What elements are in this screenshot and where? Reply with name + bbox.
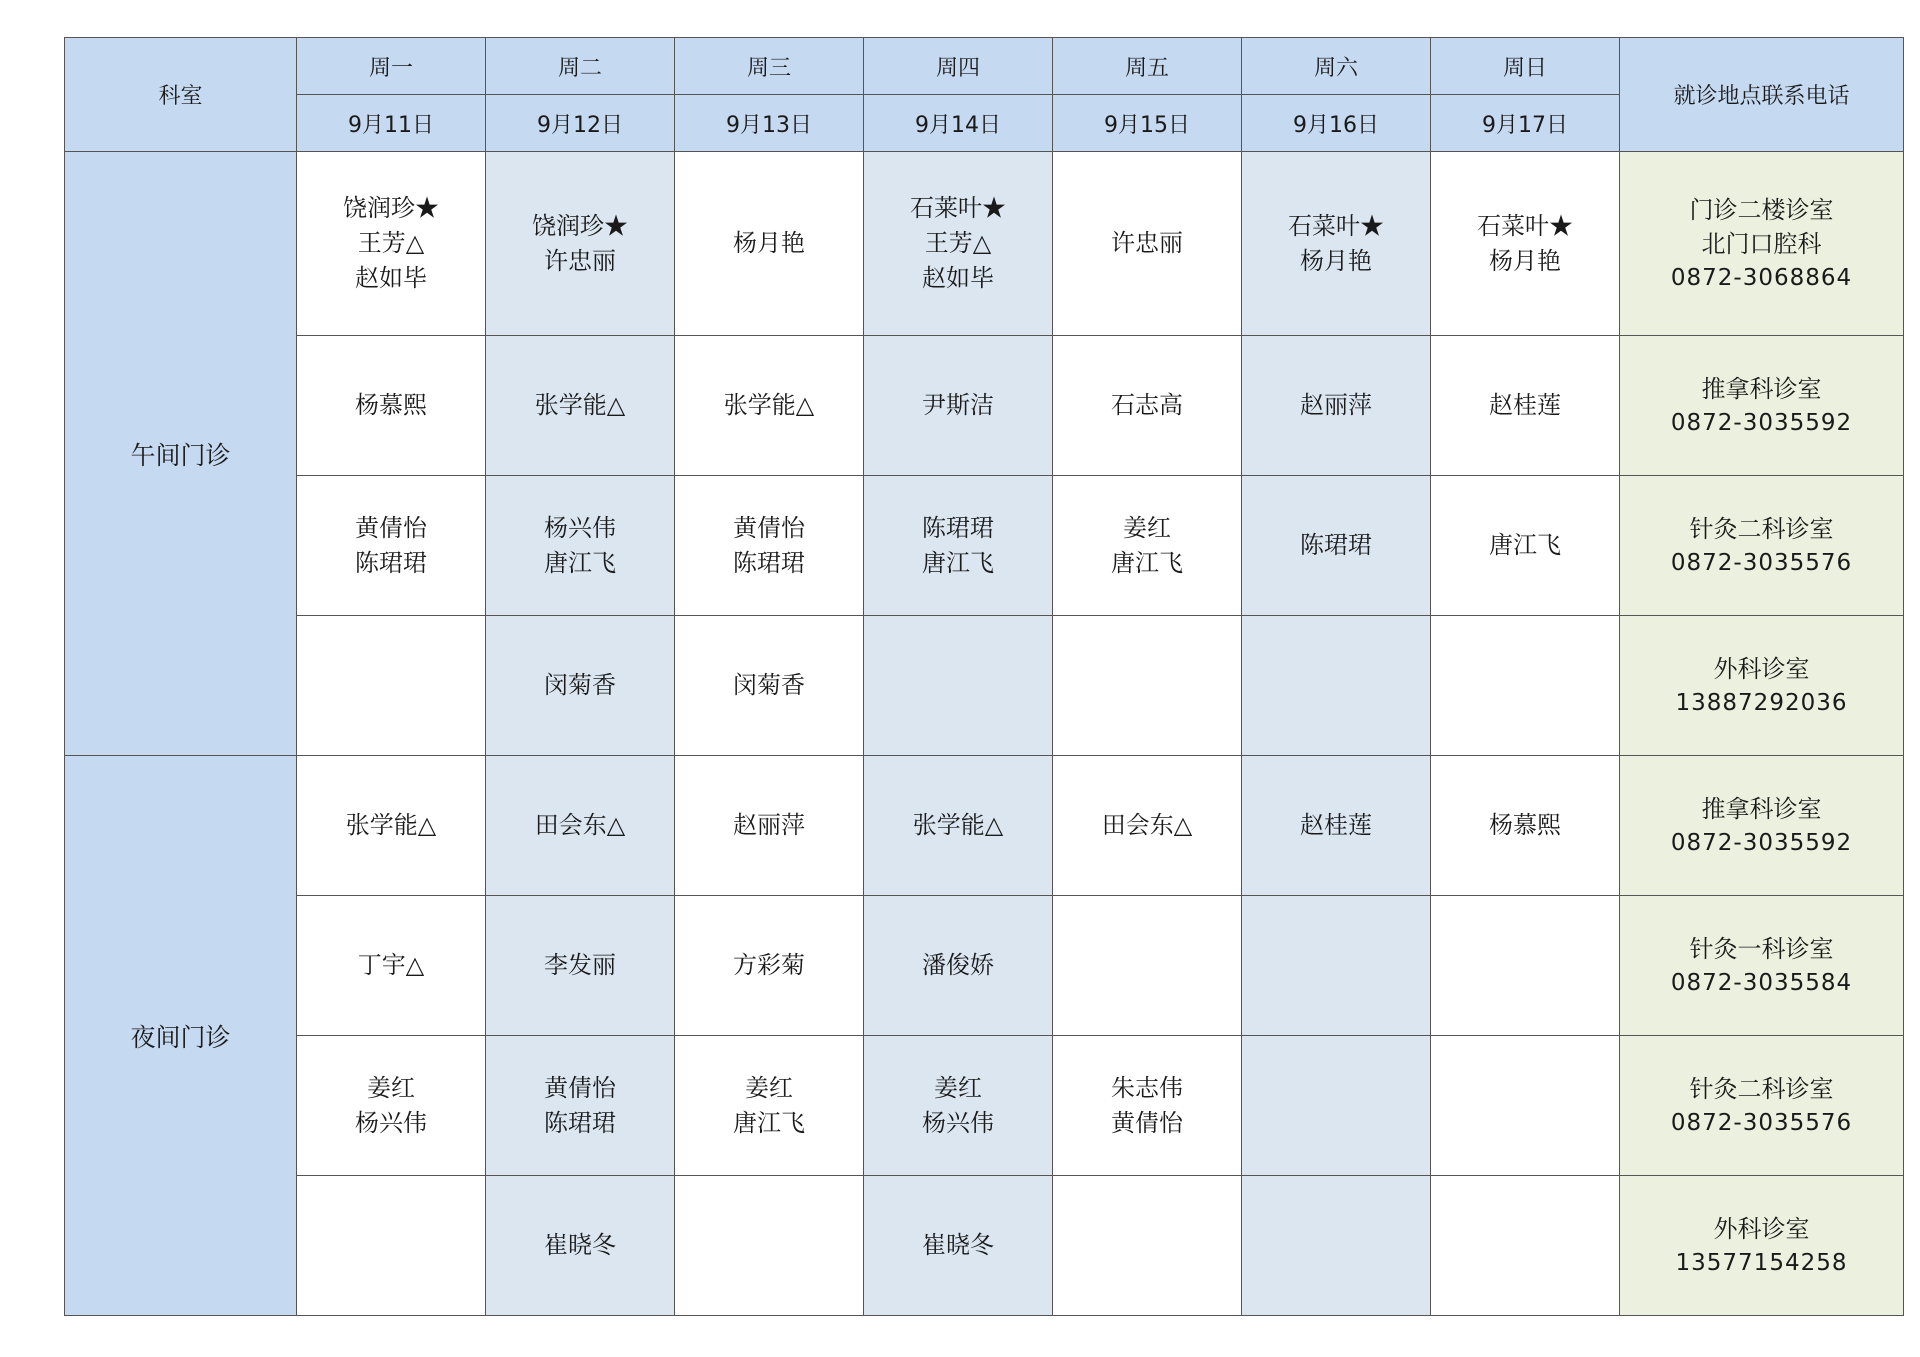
location-name: 外科诊室 bbox=[1713, 1214, 1810, 1243]
doctor-name: 陈珺珺 bbox=[355, 548, 427, 577]
doctor-name: 丁宇△ bbox=[357, 951, 425, 979]
location-contact-cell bbox=[1620, 896, 1904, 1036]
doctor-name: 陈珺珺 bbox=[544, 1108, 616, 1137]
doctor-name: 张学能△ bbox=[723, 391, 815, 419]
location-name: 外科诊室 bbox=[1713, 654, 1810, 683]
doctor-name: 姜红 bbox=[1123, 513, 1171, 542]
doctor-name: 杨兴伟 bbox=[355, 1108, 427, 1137]
doctor-cell bbox=[1242, 896, 1431, 1036]
location-contact-cell bbox=[1620, 476, 1904, 616]
doctor-name: 闵菊香 bbox=[544, 671, 616, 699]
doctor-name: 黄倩怡 bbox=[355, 513, 427, 542]
schedule-row bbox=[65, 1036, 1904, 1176]
doctor-cell bbox=[864, 616, 1053, 756]
doctor-cell bbox=[675, 152, 864, 336]
phone-number: 0872-3035592 bbox=[1670, 829, 1853, 856]
doctor-name: 杨兴伟 bbox=[544, 513, 616, 542]
doctor-name: 杨慕熙 bbox=[355, 391, 427, 419]
weekday-header: 周六 bbox=[1242, 38, 1431, 95]
doctor-cell bbox=[864, 896, 1053, 1036]
weekday-header: 周四 bbox=[864, 38, 1053, 95]
weekday-header: 周一 bbox=[297, 38, 486, 95]
doctor-cell bbox=[1242, 616, 1431, 756]
phone-number: 0872-3035584 bbox=[1670, 969, 1853, 996]
doctor-name: 陈珺珺 bbox=[922, 513, 994, 542]
doctor-cell bbox=[1053, 336, 1242, 476]
doctor-cell bbox=[486, 476, 675, 616]
doctor-cell bbox=[1053, 152, 1242, 336]
location-header: 就诊地点联系电话 bbox=[1620, 38, 1904, 152]
doctor-cell bbox=[675, 616, 864, 756]
doctor-name: 赵如毕 bbox=[922, 264, 994, 292]
doctor-cell bbox=[486, 1176, 675, 1316]
doctor-cell bbox=[1431, 1176, 1620, 1316]
doctor-name: 田会东△ bbox=[534, 811, 626, 839]
weekday-header: 周三 bbox=[675, 38, 864, 95]
schedule-body bbox=[65, 152, 1904, 1316]
session-label: 午间门诊 bbox=[65, 152, 297, 756]
location-name: 推拿科诊室 bbox=[1701, 794, 1822, 823]
doctor-cell bbox=[486, 336, 675, 476]
doctor-cell bbox=[486, 1036, 675, 1176]
doctor-name: 石志高 bbox=[1111, 391, 1183, 419]
doctor-name: 唐江飞 bbox=[1489, 531, 1561, 559]
doctor-cell bbox=[675, 1036, 864, 1176]
doctor-name: 杨慕熙 bbox=[1489, 811, 1561, 839]
dept-header: 科室 bbox=[65, 38, 297, 152]
doctor-cell bbox=[486, 152, 675, 336]
doctor-cell bbox=[864, 1036, 1053, 1176]
doctor-name: 崔晓冬 bbox=[544, 1231, 616, 1259]
doctor-cell bbox=[1242, 476, 1431, 616]
doctor-cell bbox=[1053, 1036, 1242, 1176]
doctor-cell bbox=[486, 896, 675, 1036]
date-header: 9月16日 bbox=[1242, 95, 1431, 152]
location-contact-cell bbox=[1620, 616, 1904, 756]
header-weekday-row bbox=[65, 38, 1904, 95]
doctor-cell bbox=[864, 152, 1053, 336]
phone-number: 0872-3068864 bbox=[1670, 264, 1853, 291]
doctor-cell bbox=[864, 476, 1053, 616]
doctor-cell bbox=[1053, 896, 1242, 1036]
doctor-name: 王芳△ bbox=[357, 229, 425, 257]
schedule-row bbox=[65, 152, 1904, 336]
location-contact-cell bbox=[1620, 1176, 1904, 1316]
doctor-name: 杨兴伟 bbox=[922, 1108, 994, 1137]
doctor-name: 王芳△ bbox=[924, 229, 992, 257]
doctor-cell bbox=[1053, 616, 1242, 756]
doctor-cell bbox=[297, 896, 486, 1036]
location-name: 针灸一科诊室 bbox=[1689, 934, 1834, 963]
date-header: 9月13日 bbox=[675, 95, 864, 152]
doctor-name: 饶润珍★ bbox=[532, 211, 628, 240]
location-contact-cell bbox=[1620, 152, 1904, 336]
doctor-cell bbox=[297, 1176, 486, 1316]
phone-number: 0872-3035592 bbox=[1670, 409, 1853, 436]
doctor-name: 姜红 bbox=[745, 1073, 793, 1102]
doctor-cell bbox=[864, 336, 1053, 476]
location-name: 推拿科诊室 bbox=[1701, 374, 1822, 403]
date-header: 9月17日 bbox=[1431, 95, 1620, 152]
doctor-name: 许忠丽 bbox=[544, 246, 616, 275]
doctor-name: 陈珺珺 bbox=[1300, 531, 1372, 559]
doctor-name: 石莱叶★ bbox=[910, 194, 1006, 222]
doctor-name: 饶润珍★ bbox=[343, 194, 439, 222]
doctor-name: 崔晓冬 bbox=[922, 1231, 994, 1259]
doctor-cell bbox=[864, 756, 1053, 896]
doctor-cell bbox=[675, 1176, 864, 1316]
weekday-header: 周日 bbox=[1431, 38, 1620, 95]
location-name: 针灸二科诊室 bbox=[1689, 1074, 1834, 1103]
doctor-cell bbox=[675, 336, 864, 476]
date-header: 9月15日 bbox=[1053, 95, 1242, 152]
doctor-cell bbox=[1431, 756, 1620, 896]
doctor-name: 杨月艳 bbox=[1300, 246, 1372, 275]
doctor-name: 方彩菊 bbox=[733, 951, 805, 979]
doctor-name: 尹斯洁 bbox=[922, 391, 994, 419]
doctor-name: 杨月艳 bbox=[1489, 246, 1561, 275]
doctor-name: 赵丽萍 bbox=[1300, 391, 1372, 419]
date-header: 9月12日 bbox=[486, 95, 675, 152]
doctor-cell bbox=[675, 756, 864, 896]
clinic-schedule-table bbox=[64, 37, 1904, 1316]
schedule-row bbox=[65, 616, 1904, 756]
doctor-cell bbox=[1431, 616, 1620, 756]
phone-number: 13887292036 bbox=[1675, 689, 1848, 716]
doctor-name: 陈珺珺 bbox=[733, 548, 805, 577]
schedule-row bbox=[65, 476, 1904, 616]
doctor-cell bbox=[1053, 476, 1242, 616]
doctor-cell bbox=[297, 616, 486, 756]
doctor-cell bbox=[1242, 1036, 1431, 1176]
doctor-cell bbox=[1053, 1176, 1242, 1316]
doctor-name: 唐江飞 bbox=[922, 548, 994, 577]
location-name: 北门口腔科 bbox=[1701, 229, 1822, 258]
weekday-header: 周二 bbox=[486, 38, 675, 95]
doctor-cell bbox=[1431, 476, 1620, 616]
doctor-cell bbox=[297, 476, 486, 616]
doctor-name: 许忠丽 bbox=[1111, 229, 1183, 257]
doctor-name: 李发丽 bbox=[544, 951, 616, 979]
location-contact-cell bbox=[1620, 336, 1904, 476]
doctor-name: 唐江飞 bbox=[733, 1108, 805, 1137]
date-header: 9月14日 bbox=[864, 95, 1053, 152]
doctor-cell bbox=[1242, 336, 1431, 476]
location-contact-cell bbox=[1620, 756, 1904, 896]
phone-number: 0872-3035576 bbox=[1670, 549, 1853, 576]
doctor-name: 闵菊香 bbox=[733, 671, 805, 699]
location-name: 门诊二楼诊室 bbox=[1689, 195, 1834, 224]
doctor-cell bbox=[486, 756, 675, 896]
doctor-name: 田会东△ bbox=[1101, 811, 1193, 839]
doctor-name: 张学能△ bbox=[912, 811, 1004, 839]
schedule-row bbox=[65, 756, 1904, 896]
doctor-cell bbox=[1242, 756, 1431, 896]
doctor-cell bbox=[1431, 896, 1620, 1036]
doctor-name: 石菜叶★ bbox=[1477, 211, 1573, 240]
doctor-name: 姜红 bbox=[934, 1073, 982, 1102]
doctor-name: 杨月艳 bbox=[733, 229, 805, 257]
schedule-row bbox=[65, 1176, 1904, 1316]
doctor-cell bbox=[297, 756, 486, 896]
doctor-cell bbox=[1242, 152, 1431, 336]
doctor-name: 姜红 bbox=[367, 1073, 415, 1102]
doctor-name: 黄倩怡 bbox=[733, 513, 805, 542]
doctor-name: 潘俊娇 bbox=[922, 951, 994, 979]
doctor-name: 赵如毕 bbox=[355, 264, 427, 292]
doctor-cell bbox=[1242, 1176, 1431, 1316]
doctor-cell bbox=[297, 152, 486, 336]
session-label: 夜间门诊 bbox=[65, 756, 297, 1316]
doctor-name: 赵丽萍 bbox=[733, 811, 805, 839]
doctor-name: 石菜叶★ bbox=[1288, 211, 1384, 240]
doctor-cell bbox=[297, 1036, 486, 1176]
doctor-cell bbox=[675, 476, 864, 616]
doctor-name: 赵桂莲 bbox=[1489, 391, 1561, 419]
doctor-name: 唐江飞 bbox=[544, 548, 616, 577]
doctor-cell bbox=[486, 616, 675, 756]
doctor-cell bbox=[1431, 336, 1620, 476]
phone-number: 13577154258 bbox=[1675, 1249, 1848, 1276]
doctor-cell bbox=[675, 896, 864, 1036]
doctor-cell bbox=[297, 336, 486, 476]
doctor-cell bbox=[1053, 756, 1242, 896]
location-name: 针灸二科诊室 bbox=[1689, 514, 1834, 543]
schedule-row bbox=[65, 896, 1904, 1036]
doctor-name: 张学能△ bbox=[345, 811, 437, 839]
doctor-cell bbox=[1431, 1036, 1620, 1176]
weekday-header: 周五 bbox=[1053, 38, 1242, 95]
doctor-name: 黄倩怡 bbox=[544, 1073, 616, 1102]
schedule-row bbox=[65, 336, 1904, 476]
date-header: 9月11日 bbox=[297, 95, 486, 152]
doctor-name: 赵桂莲 bbox=[1300, 811, 1372, 839]
doctor-cell bbox=[1431, 152, 1620, 336]
doctor-name: 张学能△ bbox=[534, 391, 626, 419]
doctor-name: 唐江飞 bbox=[1111, 548, 1183, 577]
doctor-name: 黄倩怡 bbox=[1111, 1108, 1183, 1137]
doctor-name: 朱志伟 bbox=[1111, 1073, 1183, 1102]
phone-number: 0872-3035576 bbox=[1670, 1109, 1853, 1136]
location-contact-cell bbox=[1620, 1036, 1904, 1176]
doctor-cell bbox=[864, 1176, 1053, 1316]
